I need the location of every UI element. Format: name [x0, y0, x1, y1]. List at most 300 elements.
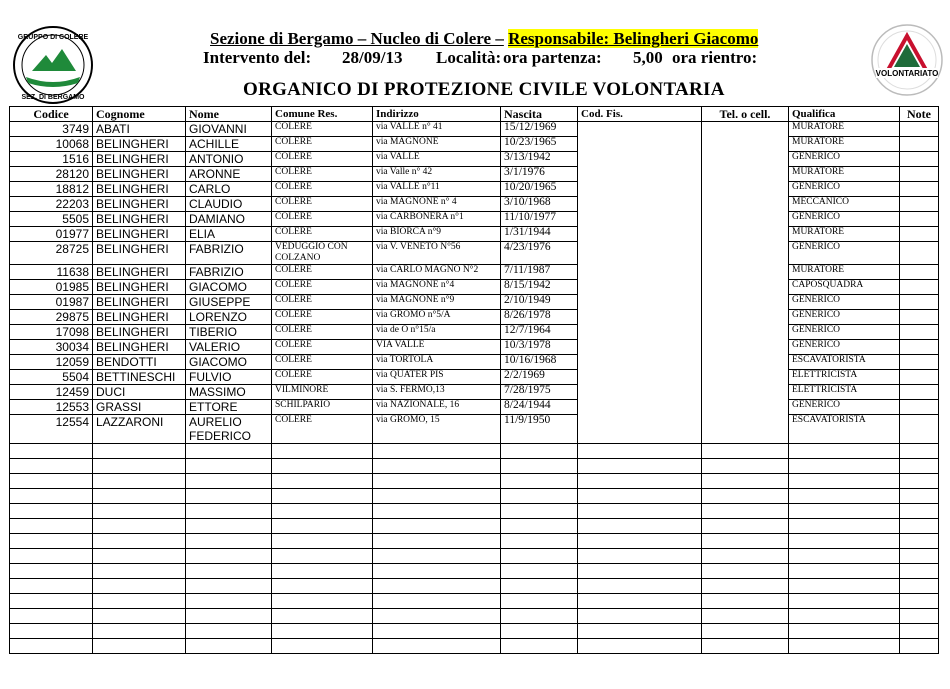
cell-nascita: 10/3/1978 [501, 340, 578, 355]
table-row [10, 295, 939, 310]
table-row [10, 370, 939, 385]
empty-cell [373, 609, 501, 624]
empty-cell [272, 504, 373, 519]
empty-row [10, 579, 939, 594]
cell-tel [702, 212, 789, 227]
empty-cell [186, 489, 272, 504]
empty-cell [10, 534, 93, 549]
cell-codfis [578, 400, 702, 415]
table-row [10, 242, 939, 265]
cell-comune: COLERE [272, 227, 373, 242]
empty-cell [373, 549, 501, 564]
cell-nascita: 8/15/1942 [501, 280, 578, 295]
svg-text:VOLONTARIATO: VOLONTARIATO [875, 69, 939, 78]
section-nucleo-text: Sezione di Bergamo – Nucleo di Colere – [210, 29, 504, 48]
cell-codice: 22203 [10, 197, 93, 212]
cell-codice: 12459 [10, 385, 93, 400]
cell-qualifica: ESCAVATORISTA [789, 415, 900, 444]
cell-indirizzo: via GROMO n°5/A [373, 310, 501, 325]
empty-cell [702, 474, 789, 489]
cell-nascita: 10/20/1965 [501, 182, 578, 197]
cell-qualifica: MURATORE [789, 167, 900, 182]
cell-indirizzo: via VALLE n° 41 [373, 122, 501, 137]
cell-codfis [578, 280, 702, 295]
cell-cognome: GRASSI [93, 400, 186, 415]
empty-cell [900, 549, 939, 564]
empty-cell [373, 639, 501, 654]
cell-indirizzo: via MAGNONE n°4 [373, 280, 501, 295]
empty-cell [702, 459, 789, 474]
volunteer-table [9, 106, 939, 654]
table-row [10, 310, 939, 325]
cell-tel [702, 227, 789, 242]
empty-row [10, 564, 939, 579]
cell-codfis [578, 197, 702, 212]
empty-cell [501, 639, 578, 654]
cell-codice: 1516 [10, 152, 93, 167]
cell-codice: 29875 [10, 310, 93, 325]
empty-cell [272, 579, 373, 594]
empty-cell [578, 594, 702, 609]
cell-tel [702, 197, 789, 212]
cell-codfis [578, 122, 702, 137]
cell-nome: ACHILLE [186, 137, 272, 152]
cell-comune: COLERE [272, 310, 373, 325]
cell-indirizzo: VIA VALLE [373, 340, 501, 355]
empty-cell [10, 549, 93, 564]
cell-comune: COLERE [272, 340, 373, 355]
empty-cell [373, 519, 501, 534]
table-row [10, 212, 939, 227]
cell-indirizzo: via MAGNONE [373, 137, 501, 152]
empty-cell [501, 519, 578, 534]
cell-tel [702, 137, 789, 152]
empty-cell [272, 624, 373, 639]
cell-indirizzo: via S. FERMO,13 [373, 385, 501, 400]
empty-cell [93, 564, 186, 579]
empty-cell [789, 639, 900, 654]
empty-cell [702, 489, 789, 504]
cell-nome: ANTONIO [186, 152, 272, 167]
cell-comune: COLERE [272, 212, 373, 227]
cell-qualifica: MURATORE [789, 137, 900, 152]
table-header-row [10, 107, 939, 122]
empty-cell [900, 639, 939, 654]
cell-note [900, 385, 939, 400]
empty-cell [373, 624, 501, 639]
alpini-group-logo [12, 25, 94, 105]
col-header-note: Note [900, 107, 939, 122]
cell-codfis [578, 340, 702, 355]
empty-cell [93, 624, 186, 639]
cell-codfis [578, 167, 702, 182]
cell-tel [702, 242, 789, 265]
empty-cell [900, 624, 939, 639]
responsabile-text: Responsabile: Belingheri Giacomo [508, 29, 759, 48]
cell-tel [702, 400, 789, 415]
cell-note [900, 400, 939, 415]
cell-tel [702, 152, 789, 167]
empty-row [10, 534, 939, 549]
svg-text:ALPINI: ALPINI [46, 70, 74, 79]
empty-cell [501, 609, 578, 624]
cell-qualifica: MURATORE [789, 265, 900, 280]
empty-cell [900, 489, 939, 504]
empty-cell [900, 564, 939, 579]
cell-nome: LORENZO [186, 310, 272, 325]
empty-cell [900, 609, 939, 624]
cell-note [900, 152, 939, 167]
cell-tel [702, 182, 789, 197]
cell-codice: 12554 [10, 415, 93, 444]
cell-cognome: BELINGHERI [93, 212, 186, 227]
cell-nascita: 11/10/1977 [501, 212, 578, 227]
empty-cell [93, 579, 186, 594]
svg-text:SEZ. DI BERGAMO: SEZ. DI BERGAMO [21, 94, 85, 101]
cell-note [900, 122, 939, 137]
empty-cell [900, 444, 939, 459]
empty-row [10, 594, 939, 609]
cell-codice: 18812 [10, 182, 93, 197]
cell-qualifica: MURATORE [789, 227, 900, 242]
empty-cell [272, 639, 373, 654]
table-row [10, 197, 939, 212]
cell-note [900, 182, 939, 197]
cell-comune: SCHILPARIO [272, 400, 373, 415]
cell-nome: MASSIMO [186, 385, 272, 400]
cell-comune: COLERE [272, 370, 373, 385]
cell-codice: 12553 [10, 400, 93, 415]
empty-cell [501, 579, 578, 594]
protezione-civile-logo [870, 22, 944, 98]
cell-qualifica: GENERICO [789, 242, 900, 265]
empty-cell [900, 594, 939, 609]
cell-comune: COLERE [272, 355, 373, 370]
empty-cell [578, 444, 702, 459]
cell-codice: 12059 [10, 355, 93, 370]
cell-codfis [578, 325, 702, 340]
empty-cell [702, 609, 789, 624]
cell-cognome: BELINGHERI [93, 295, 186, 310]
cell-cognome: LAZZARONI [93, 415, 186, 444]
cell-codice: 28120 [10, 167, 93, 182]
empty-cell [702, 564, 789, 579]
empty-cell [578, 564, 702, 579]
empty-cell [373, 444, 501, 459]
cell-nascita: 10/23/1965 [501, 137, 578, 152]
empty-cell [272, 489, 373, 504]
cell-nascita: 4/23/1976 [501, 242, 578, 265]
empty-cell [272, 444, 373, 459]
empty-cell [501, 459, 578, 474]
cell-cognome: BELINGHERI [93, 242, 186, 265]
cell-tel [702, 415, 789, 444]
cell-nome: CARLO [186, 182, 272, 197]
empty-cell [789, 624, 900, 639]
cell-indirizzo: via BIORCA n°9 [373, 227, 501, 242]
cell-codice: 5505 [10, 212, 93, 227]
empty-row [10, 474, 939, 489]
empty-row [10, 504, 939, 519]
empty-cell [501, 444, 578, 459]
table-row [10, 167, 939, 182]
empty-cell [578, 534, 702, 549]
empty-cell [900, 474, 939, 489]
empty-cell [501, 564, 578, 579]
table-row [10, 415, 939, 444]
empty-cell [789, 474, 900, 489]
cell-nascita: 3/10/1968 [501, 197, 578, 212]
cell-nome: FABRIZIO [186, 242, 272, 265]
cell-codfis [578, 355, 702, 370]
cell-tel [702, 355, 789, 370]
empty-cell [789, 489, 900, 504]
cell-nome: ETTORE [186, 400, 272, 415]
empty-cell [501, 504, 578, 519]
cell-qualifica: MURATORE [789, 122, 900, 137]
cell-note [900, 310, 939, 325]
cell-codice: 11638 [10, 265, 93, 280]
empty-cell [10, 459, 93, 474]
empty-cell [272, 459, 373, 474]
empty-cell [789, 504, 900, 519]
empty-cell [272, 474, 373, 489]
empty-cell [93, 594, 186, 609]
empty-cell [702, 549, 789, 564]
cell-note [900, 212, 939, 227]
empty-cell [186, 459, 272, 474]
cell-codice: 01985 [10, 280, 93, 295]
section-header [210, 29, 758, 49]
cell-note [900, 415, 939, 444]
cell-tel [702, 295, 789, 310]
cell-cognome: BELINGHERI [93, 152, 186, 167]
cell-nascita: 12/7/1964 [501, 325, 578, 340]
cell-tel [702, 370, 789, 385]
empty-cell [578, 474, 702, 489]
cell-cognome: BELINGHERI [93, 265, 186, 280]
table-row [10, 280, 939, 295]
empty-cell [272, 564, 373, 579]
cell-nascita: 10/16/1968 [501, 355, 578, 370]
cell-codfis [578, 242, 702, 265]
table-row [10, 122, 939, 137]
cell-codfis [578, 212, 702, 227]
cell-nome: FABRIZIO [186, 265, 272, 280]
cell-comune: VILMINORE [272, 385, 373, 400]
cell-cognome: DUCI [93, 385, 186, 400]
cell-cognome: BELINGHERI [93, 325, 186, 340]
cell-indirizzo: via CARLO MAGNO N°2 [373, 265, 501, 280]
empty-cell [93, 474, 186, 489]
table-row [10, 325, 939, 340]
cell-cognome: BELINGHERI [93, 310, 186, 325]
cell-codfis [578, 295, 702, 310]
intervento-label: Intervento del: [203, 48, 312, 67]
cell-comune: COLERE [272, 152, 373, 167]
empty-cell [186, 444, 272, 459]
cell-nascita: 7/11/1987 [501, 265, 578, 280]
empty-cell [900, 534, 939, 549]
cell-codice: 10068 [10, 137, 93, 152]
empty-cell [501, 624, 578, 639]
empty-cell [186, 609, 272, 624]
cell-indirizzo: via CARBONERA n°1 [373, 212, 501, 227]
empty-cell [10, 579, 93, 594]
cell-codice: 30034 [10, 340, 93, 355]
cell-qualifica: ESCAVATORISTA [789, 355, 900, 370]
localita-label: Località: [436, 48, 502, 67]
empty-cell [272, 609, 373, 624]
empty-cell [501, 534, 578, 549]
cell-tel [702, 310, 789, 325]
cell-indirizzo: via de O n°15/a [373, 325, 501, 340]
empty-cell [373, 459, 501, 474]
empty-cell [93, 444, 186, 459]
cell-tel [702, 122, 789, 137]
cell-cognome: BETTINESCHI [93, 370, 186, 385]
empty-cell [578, 639, 702, 654]
cell-codice: 5504 [10, 370, 93, 385]
empty-cell [702, 534, 789, 549]
cell-tel [702, 280, 789, 295]
table-row [10, 400, 939, 415]
cell-codfis [578, 310, 702, 325]
cell-note [900, 242, 939, 265]
empty-cell [373, 489, 501, 504]
table-row [10, 385, 939, 400]
col-header-indirizzo: Indirizzo [373, 107, 501, 122]
empty-row [10, 549, 939, 564]
cell-comune: COLERE [272, 137, 373, 152]
page-title: ORGANICO DI PROTEZIONE CIVILE VOLONTARIA [243, 79, 725, 100]
empty-cell [186, 594, 272, 609]
cell-cognome: ABATI [93, 122, 186, 137]
empty-cell [272, 594, 373, 609]
col-header-tel: Tel. o cell. [702, 107, 789, 122]
empty-cell [93, 504, 186, 519]
empty-cell [578, 609, 702, 624]
cell-nome: VALERIO [186, 340, 272, 355]
empty-cell [789, 579, 900, 594]
cell-indirizzo: via TORTOLA [373, 355, 501, 370]
cell-codfis [578, 370, 702, 385]
empty-row [10, 444, 939, 459]
cell-cognome: BELINGHERI [93, 137, 186, 152]
cell-nascita: 3/1/1976 [501, 167, 578, 182]
col-header-codfis: Cod. Fis. [578, 107, 702, 122]
cell-comune: COLERE [272, 265, 373, 280]
empty-cell [10, 444, 93, 459]
cell-comune: COLERE [272, 415, 373, 444]
empty-cell [373, 504, 501, 519]
cell-nascita: 2/10/1949 [501, 295, 578, 310]
empty-row [10, 609, 939, 624]
cell-comune: COLERE [272, 122, 373, 137]
cell-tel [702, 385, 789, 400]
empty-cell [373, 534, 501, 549]
cell-qualifica: GENERICO [789, 400, 900, 415]
empty-row [10, 639, 939, 654]
empty-cell [272, 519, 373, 534]
cell-comune: COLERE [272, 197, 373, 212]
empty-cell [702, 504, 789, 519]
cell-codice: 17098 [10, 325, 93, 340]
cell-nome: FULVIO [186, 370, 272, 385]
cell-codfis [578, 137, 702, 152]
col-header-comune: Comune Res. [272, 107, 373, 122]
empty-cell [578, 519, 702, 534]
table-row [10, 340, 939, 355]
empty-cell [93, 639, 186, 654]
empty-cell [578, 549, 702, 564]
empty-cell [272, 534, 373, 549]
col-header-nascita: Nascita [501, 107, 578, 122]
cell-note [900, 280, 939, 295]
empty-cell [10, 639, 93, 654]
cell-tel [702, 325, 789, 340]
col-header-nome: Nome [186, 107, 272, 122]
cell-note [900, 227, 939, 242]
cell-qualifica: GENERICO [789, 295, 900, 310]
cell-codfis [578, 152, 702, 167]
partenza-value: 5,00 [633, 48, 663, 67]
cell-codfis [578, 265, 702, 280]
empty-cell [10, 519, 93, 534]
empty-cell [578, 489, 702, 504]
cell-qualifica: ELETTRICISTA [789, 385, 900, 400]
cell-indirizzo: via QUATER PIS [373, 370, 501, 385]
cell-nome: GIOVANNI [186, 122, 272, 137]
cell-codfis [578, 415, 702, 444]
cell-nome: AURELIO FEDERICO [186, 415, 272, 444]
empty-cell [702, 519, 789, 534]
empty-cell [10, 564, 93, 579]
empty-cell [501, 474, 578, 489]
empty-cell [10, 504, 93, 519]
empty-cell [373, 594, 501, 609]
col-header-codice: Codice [10, 107, 93, 122]
cell-tel [702, 340, 789, 355]
cell-note [900, 370, 939, 385]
rientro-label: ora rientro: [672, 48, 758, 67]
empty-cell [10, 624, 93, 639]
empty-cell [373, 564, 501, 579]
cell-nascita: 2/2/1969 [501, 370, 578, 385]
cell-cognome: BELINGHERI [93, 340, 186, 355]
cell-qualifica: GENERICO [789, 212, 900, 227]
empty-cell [578, 624, 702, 639]
empty-cell [186, 534, 272, 549]
cell-codfis [578, 385, 702, 400]
empty-cell [900, 504, 939, 519]
cell-indirizzo: via GROMO, 15 [373, 415, 501, 444]
cell-nome: TIBERIO [186, 325, 272, 340]
cell-qualifica: CAPOSQUADRA [789, 280, 900, 295]
empty-cell [93, 609, 186, 624]
cell-indirizzo: via MAGNONE n°9 [373, 295, 501, 310]
cell-cognome: BELINGHERI [93, 197, 186, 212]
partenza-label: ora partenza: [503, 48, 602, 67]
cell-comune: COLERE [272, 167, 373, 182]
cell-nascita: 8/24/1944 [501, 400, 578, 415]
cell-qualifica: GENERICO [789, 310, 900, 325]
empty-cell [186, 579, 272, 594]
cell-qualifica: MECCANICO [789, 197, 900, 212]
empty-row [10, 489, 939, 504]
cell-nome: GIACOMO [186, 355, 272, 370]
empty-cell [789, 594, 900, 609]
